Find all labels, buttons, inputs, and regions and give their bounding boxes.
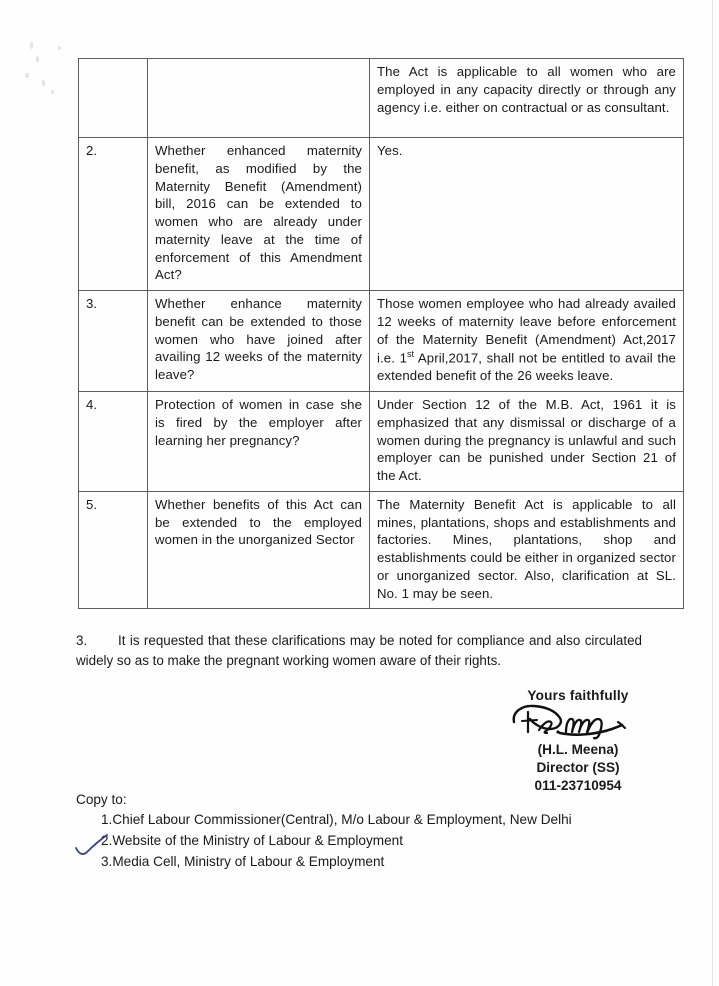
- answer-text-part-2: April,2017, shall not be entitled to avail the extended benefit of the 26 weeks leave.: [377, 350, 676, 384]
- cell-serial-number: [79, 59, 148, 138]
- cell-answer: Under Section 12 of the M.B. Act, 1961 it is emphasized that any dismissal or discharge of a women during the pregnancy is unlawful and such employer can be punished under Section 21 of the Act.: [370, 392, 684, 492]
- scan-speck: [25, 73, 29, 78]
- signatory-phone: 011-23710954: [534, 777, 622, 793]
- signatory-designation: Director (SS): [536, 759, 620, 775]
- table-row: [79, 392, 684, 492]
- scan-speck: [58, 46, 61, 50]
- closing-salutation: Yours faithfully: [527, 688, 629, 703]
- cell-serial-number: 3.: [79, 291, 148, 392]
- list-item: 3.Media Cell, Ministry of Labour & Employment: [101, 853, 385, 869]
- scan-speck: [36, 56, 39, 62]
- paragraph-text: It is requested that these clarifications may be noted for compliance and also circulated widely so as to make the pregnant working women aware of their rights.: [76, 633, 642, 668]
- handwritten-signature-icon: [470, 704, 670, 740]
- cell-question: Whether enhance maternity benefit can be extended to those women who have joined after availing 12 weeks of the maternity leave?: [148, 291, 370, 392]
- cell-serial-number: 2.: [79, 138, 148, 291]
- table-row: [79, 291, 684, 392]
- scan-speck: [30, 42, 33, 49]
- cell-answer: The Act is applicable to all women who are employed in any capacity directly or through any agency i.e. either on contractual or as consultant.: [370, 59, 684, 138]
- signatory-name: (H.L. Meena): [537, 742, 619, 757]
- clarification-table: [78, 58, 684, 609]
- scan-speck: [51, 90, 54, 94]
- cell-answer: Yes.: [370, 138, 684, 291]
- closing-paragraph: [76, 631, 642, 670]
- copy-to-list: [76, 810, 676, 872]
- cell-question: Whether benefits of this Act can be extended to the employed women in the unorganized Sector: [148, 491, 370, 609]
- blue-ink-tick-icon: [74, 834, 110, 858]
- scan-edge-line: [712, 0, 713, 986]
- table-row: [79, 138, 684, 291]
- cell-answer: [370, 291, 684, 392]
- list-item: 2.Website of the Ministry of Labour & Employment: [101, 833, 403, 849]
- list-item: 1.Chief Labour Commissioner(Central), M/o Labour & Employment, New Delhi: [101, 812, 572, 828]
- copy-to-block: [76, 790, 676, 872]
- table-row: [79, 491, 684, 609]
- ordinal-suffix: st: [407, 349, 415, 360]
- cell-question: Whether enhanced maternity benefit, as modified by the Maternity Benefit (Amendment) bill, 2016 can be extended to women who are already under maternity leave at the time of enforcement of this Amendment Act?: [148, 138, 370, 291]
- paragraph-number: 3.: [76, 633, 88, 648]
- cell-serial-number: 4.: [79, 392, 148, 492]
- scan-speck: [42, 80, 45, 86]
- table-row: [79, 59, 684, 138]
- cell-serial-number: 5.: [79, 491, 148, 609]
- answer-text-part-1: Those women employee who had already availed 12 weeks of maternity leave before enforcement of the Maternity Benefit (Amendment) Act,2017 i.e. 1: [377, 296, 676, 366]
- signature-block: [470, 688, 670, 795]
- cell-answer: The Maternity Benefit Act is applicable to all mines, plantations, shops and establishments and factories. Mines, plantations, shop and establishments could be either in organized sector or unorganized sector. Also, clarification at SL. No. 1 may be seen.: [370, 491, 684, 609]
- cell-question: Protection of women in case she is fired by the employer after learning her pregnancy?: [148, 392, 370, 492]
- cell-question: [148, 59, 370, 138]
- copy-to-heading: Copy to:: [76, 792, 127, 807]
